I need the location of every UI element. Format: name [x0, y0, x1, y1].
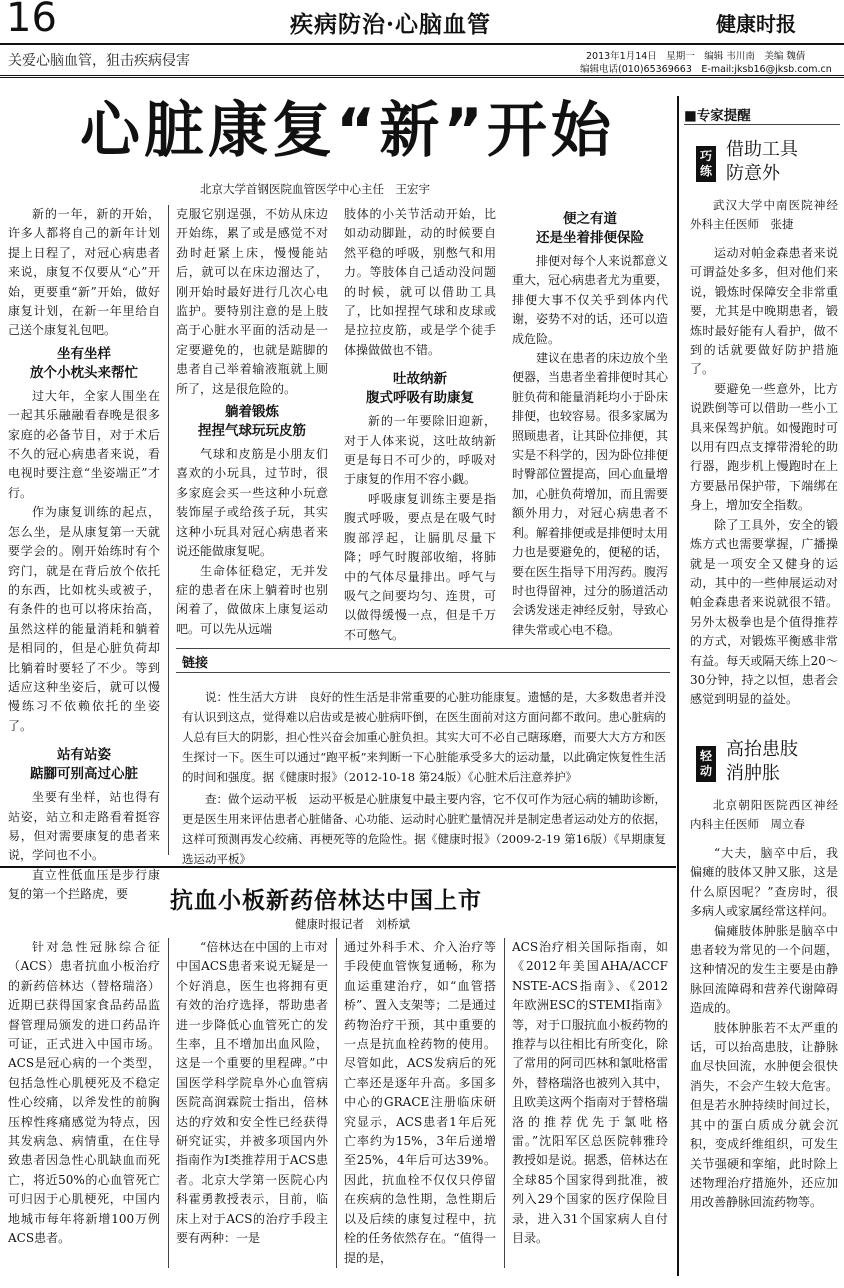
article2-column-3 — [344, 938, 496, 1268]
paragraph: 针对急性冠脉综合征（ACS）患者抗血小板治疗的新药倍林达（替格瑞洛）近期已获得国家食品药品监督管理局颁发的进口药品许可证，正式进入中国市场。ACS是冠心病的一个类型，包括急性心肌梗死及不稳定性心绞痛，以斧发性的前胸压榨性疼痛感觉为特点，因其发病急、病情重，在住导致患者因急性心肌缺血而死亡，将近50%的心血管死亡可归因于心肌梗死，中国内地城市每年将新增100万例ACS患者。 — [8, 940, 160, 1246]
article2-column-4 — [512, 938, 668, 1268]
paragraph: 除了工具外，安全的锻炼方式也需要掌握，广播操就是一项安全又健身的运动，其中的一些伸展运动对帕金森患者来说就很不错。另外太极拳也是个值得推荐的方式，对锻炼平衡感非常有益。每天或隔天练上20～30分钟，持之以恒，患者会感觉到明显的益处。 — [690, 517, 838, 707]
subheading: 站有站姿 踮腳可别高过心脏 — [30, 747, 138, 783]
article2-byline: 健康时报记者 刘桥斌 — [295, 917, 410, 931]
column-divider — [336, 938, 337, 1268]
column-divider — [168, 938, 169, 1268]
paragraph: 通过外科手术、介入治疗等手段使血管恢复通畅，称为血运重建治疗，如“血管搭桥”、置入支架等；二是通过药物治疗干预，其中重要的一点是抗血栓药物的使用。尽管如此，ACS发病后的死亡率还是逐年升高。多国多中心的GRACE注册临床研究显示，ACS患者1年后死亡率约为15%，3年后递增至25%，4年后可达39%。因此，抗血栓不仅仅只停留在疾病的急性期，急性期后以及后续的康复过程中，抗栓的任务依然存在。“值得一提的是， — [344, 940, 496, 1265]
tip-author: 北京朝阳医院西区神经内科主任医师 周立春 — [690, 798, 838, 831]
paragraph: 坐要有坐样，站也得有站姿，站立和走路看着挺容易，但对需要康复的患者来说，学问也不小。 — [8, 790, 160, 863]
tip-badge: 轻动 — [696, 746, 716, 782]
tip-title: 借助工具 防意外 — [726, 139, 798, 184]
tip-title: 高抬患肢 消肿胀 — [726, 739, 798, 784]
paragraph: 克服它别逞强，不妨从床边开始练，累了或是感觉不对劲时赶紧上床，慢慢能站后，就可以在床边溜达了，刚开始时最好进行几次心电监护。要特别注意的是上肢高于心脏水平面的活动是一定要避免的，也就是踮脚的患者自己举着输液瓶就上厕所了，这是很危险的。 — [176, 207, 328, 396]
divider — [0, 75, 844, 78]
byline: 北京大学首钢医院血管医学中心主任 王宏宇 — [200, 182, 430, 196]
article-column-3 — [344, 205, 496, 645]
slogan: 关爱心脑血管，狙击疾病侵害 — [8, 53, 190, 69]
paragraph: 新的一年要除旧迎新，对于人体来说，这吐故纳新更是每日不可少的，呼吸对于康复的作用不容小觑。 — [344, 414, 496, 487]
paragraph: “倍林达在中国的上市对中国ACS患者来说无疑是一个好消息，医生也将拥有更有效的治疗选择，帮助患者进一步降低心血管死亡的发生率，且不增加出血风险，这是一个重要的里程碑。”中国医学科学院阜外心血管病医院高润霖院士指出，倍林达的疗效和安全性已经获得研究证实，并被多项国内外指南作为I类推荐用于ACS患者。北京大学第一医院心内科霍勇教授表示，目前，临床上对于ACS的治疗手段主要有两种：一是 — [176, 940, 328, 1246]
paragraph: 肢体肿胀若不太严重的话，可以抬高患肢，让静脉血尽快回流，水肿便会很快消失，不会产生较大危害。但是若水肿持续时间过长，其中的蛋白质成分就会沉积，变成纤维组织，可发生关节强硬和挛缩，此时除上述物理治疗措施外，还应加用改善静脉回流药物等。 — [690, 1020, 838, 1210]
contact-line: 编辑电话(010)65369663 E-mail:jksb16@jksb.com.cn — [580, 64, 832, 75]
column-divider — [168, 205, 169, 855]
paragraph: 要避免一些意外，比方说跌倒等可以借助一些小工具来保驾护航。如慢跑时可以用有四点支撑带滑轮的助行器，跑步机上慢跑时在上方要悬吊保护带，下端绑在身上，增加安全指数。 — [690, 381, 838, 513]
paragraph: 过大年，全家人围坐在一起其乐融融看春晚是很多家庭的必备节目，对于术后不久的冠心病患者来说，看电视时要注意“坐姿端正”才行。 — [8, 388, 160, 500]
subheading: 吐故纳新 腹式呼吸有助康复 — [366, 371, 474, 407]
sidebar-divider — [677, 96, 679, 1276]
paragraph: 呼吸康复训练主要是指腹式呼吸，要点是在吸气时腹部浮起，让膈肌尽量下降；呼气时腹部收缩，将肺中的气体尽量排出。呼气与吸气之间要均匀、连贯，可以做得缓慢一点，但是千万不可憋气。 — [344, 491, 496, 642]
paragraph: 排便对每个人来说都意义重大，冠心病患者尤为重要，排便大事不仅关乎到体内代谢，姿势不对的话，还可以造成危险。 — [512, 254, 669, 346]
paragraph: 直立性低血压是步行康复的第一个拦路虎，要 — [8, 867, 160, 902]
paragraph: 建议在患者的床边放个坐便器，当患者坐着排便时其心脏负荷和能量消耗均小于卧床排便，也较容易。很多家属为照顾患者，让其卧位排便，其实是不科学的，因为卧位排便时臀部位置提高，回心血量增加，心脏负荷增加，而且需要额外用力，对冠心病患者不利。解着排便或是排便时太用力也是要避免的，便秘的话，要在医生指导下用泻药。腹泻时也得留神，过分的肠道活动会诱发迷走神经反射，导致心律失常或心电不稳。 — [512, 351, 669, 637]
article-column-4 — [512, 210, 668, 645]
date-line: 2013年1月14日 星期一 编辑 韦川南 美编 魏倩 — [586, 51, 806, 62]
paragraph: 查：做个运动平板 运动平板是心脏康复中最主要内容，它不仅可作为冠心病的辅助诊断，更是医生用来评估患者心脏储备、心功能、运动时心脏贮量情况并是制定患者运动处方的依据，这样可预测再发心绞痛、再梗死等的危险性。据《健康时报》（2009-2-19 第16版）《早期康复选运动平板》 — [182, 792, 666, 866]
article2-headline: 抗血小板新药倍林达中国上市 — [170, 887, 482, 914]
divider — [176, 648, 670, 649]
link-label: 链接 — [182, 656, 209, 671]
divider — [0, 866, 676, 868]
article-column-2 — [176, 205, 328, 645]
brand-logo: 健康时报 — [716, 12, 796, 36]
paragraph: 作为康复训练的起点，怎么坐，是从康复第一天就要学会的。刚开始练时有个窍门，就是在背后放个依托的东西，比如枕头或被子，有条件的也可以将床抬高，虽然这样的能量消耗和躺着是相同的，但是心脏负荷却比躺着时要轻了不少。等到适应这种坐姿后，就可以慢慢练习不依赖依托的坐姿了。 — [8, 505, 160, 733]
divider — [176, 672, 670, 673]
article-column-1 — [8, 205, 160, 902]
divider — [684, 124, 840, 125]
paragraph: ACS治疗相关国际指南，如《2012年美国AHA/ACCF NSTE-ACS指南》、《2012年欧洲ESC的STEMI指南》等，对于口服抗血小板药物的推荐与以往相比有所变化，除了常用的阿司匹林和氯吡格雷外，替格瑞洛也被列入其中，且欧美这两个指南对于替格瑞洛的推荐优先于氯吡格雷。”沈阳军区总医院韩雅玲教授如是说。据悉，倍林达在全球85个国家得到批准，被列入29个国家的医疗保险目录，进入31个国家病人自付目录。 — [512, 940, 669, 1246]
paragraph: 偏瘫肢体肿胀是脑卒中患者较为常见的一个问题，这种情况的发生主要是由静脉回流障碍和营养代谢障碍造成的。 — [690, 923, 838, 1016]
subheading: 坐有坐样 放个小枕头来帮忙 — [30, 345, 138, 381]
paragraph: 新的一年，新的开始，许多人都将自己的新年计划提上日程了，对冠心病患者来说，康复不仅要从“心”开始，更要重“新”开始，做好康复计划，在新一年里给自己送个康复礼包吧。 — [8, 207, 160, 338]
tip-author: 武汉大学中南医院神经外科主任医师 张捷 — [690, 198, 838, 231]
paragraph: 肢体的小关节活动开始，比如动动脚趾，动的时候要自然平稳的呼吸，别憋气和用力。等肢体自己适动没问题的时候，就可以借助工具了，比如捏捏气球和皮球或是拉拉皮筋，或是学个徒手体操做做也不错。 — [344, 207, 496, 357]
subheading: 躺着锻炼 捏捏气球玩玩皮筋 — [198, 404, 306, 440]
sidebar-tip-2 — [690, 796, 838, 1274]
section-title: 疾病防治·心脑血管 — [290, 11, 492, 38]
subheading: 便之有道 还是坐着排便保险 — [536, 211, 644, 246]
article2-column-1 — [8, 938, 160, 1268]
sidebar-label: ■专家提醒 — [684, 108, 751, 124]
divider — [0, 43, 844, 45]
paragraph: 气球和皮筋是小朋友们喜欢的小玩具，过节时，很多家庭会买一些这种小玩意装饰屋子或给孩子玩，其实这种小玩具对冠心病患者来说还能做康复呢。 — [176, 447, 328, 559]
headline: 心脏康复“新”开始 — [80, 96, 615, 166]
tip-badge: 巧练 — [696, 146, 716, 182]
page-number: 16 — [6, 0, 57, 41]
link-box — [182, 687, 666, 871]
column-divider — [504, 938, 505, 1268]
article2-column-2 — [176, 938, 328, 1268]
paragraph: “大夫，脑卒中后，我偏瘫的肢体又肿又胀，这是什么原因呢？”查房时，很多病人或家属经常这样问。 — [690, 846, 838, 919]
paragraph: 说：性生活大方讲 良好的性生活是非常重要的心脏功能康复。遗憾的是，大多数患者并没有认识到这点，觉得难以启齿或是被心脏病吓倒，在医生面前对这方面问都不敢问。患心脏病的人总有巨大的阴影，担心性兴奋会加重心脏负担。其实大可不必自己瞎琢磨，而要大大方方和医生探讨一下。医生可以通过“跑平板”来判断一下心脏能承受多大的运动量，以此确定恢复性生活的时间和强度。据《健康时报》（2012-10-18 第24版）《心脏术后注意养护》 — [182, 690, 666, 784]
paragraph: 运动对帕金森患者来说可谓益处多多，但对他们来说，锻炼时保障安全非常重要，尤其是中晚期患者，锻炼时最好能有人看护，做不到的话就要做好防护措施了。 — [690, 246, 838, 377]
sidebar-tip-1 — [690, 196, 838, 736]
paragraph: 生命体征稳定，无并发症的患者在床上躺着时也别闲着了，做做床上康复运动吧。可以先从远端 — [176, 563, 328, 636]
